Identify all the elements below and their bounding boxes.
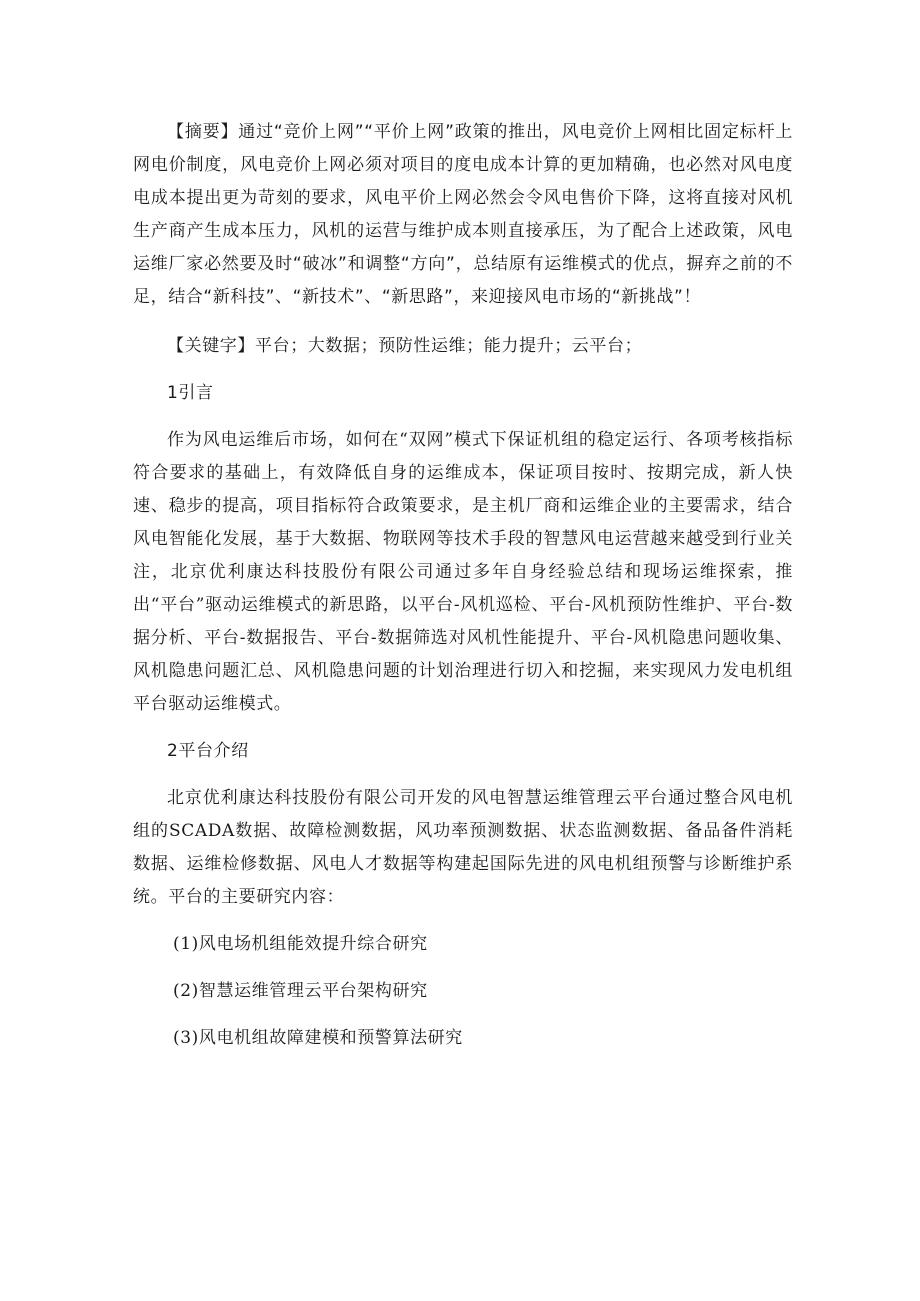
spacer bbox=[133, 1008, 793, 1022]
introduction-paragraph: 作为风电运维后市场，如何在“双网”模式下保证机组的稳定运行、各项考核指标符合要求的基础上，有效降低自身的运维成本，保证项目按时、按期完成，新人快速、稳步的提高，项目指标符合政策要求，是主机厂商和运维企业的主要需求，结合风电智能化发展，基于大数据、物联网等技术手段的智慧风电运营越来越受到行业关注，北京优利康达科技股份有限公司通过多年自身经验总结和现场运维探索，推出“平台”驱动运维模式的新思路，以平台-风机巡检、平台-风机预防性维护、平台-数据分析、平台-数据报告、平台-数据筛选对风机性能提升、平台-风机隐患问题收集、风机隐患问题汇总、风机隐患问题的计划治理进行切入和挖掘，来实现风力发电机组平台驱动运维模式。 bbox=[133, 430, 793, 714]
keywords-paragraph: 【关键字】平台；大数据；预防性运维；能力提升；云平台； bbox=[167, 336, 643, 356]
section-heading-platform: 2平台介绍 bbox=[167, 741, 249, 761]
research-list-item: (1)风电场机组能效提升综合研究 bbox=[173, 934, 428, 954]
document-body bbox=[133, 116, 793, 1055]
platform-paragraph: 北京优利康达科技股份有限公司开发的风电智慧运维管理云平台通过整合风电机组的SCADA数据、故障检测数据，风功率预测数据、状态监测数据、备品备件消耗数据、运维检修数据、风电人才数据等构建起国际先进的风电机组预警与诊断维护系统。平台的主要研究内容： bbox=[133, 788, 793, 907]
research-list-item: (3)风电机组故障建模和预警算法研究 bbox=[173, 1028, 463, 1048]
spacer bbox=[133, 961, 793, 975]
spacer bbox=[133, 314, 793, 330]
spacer bbox=[133, 410, 793, 424]
spacer bbox=[133, 363, 793, 377]
spacer bbox=[133, 721, 793, 735]
spacer bbox=[133, 768, 793, 782]
abstract-paragraph: 【摘要】通过“竞价上网”“平价上网”政策的推出，风电竞价上网相比固定标杆上网电价制度，风电竞价上网必须对项目的度电成本计算的更加精确，也必然对风电度电成本提出更为苛刻的要求，风电平价上网必然会令风电售价下降，这将直接对风机生产商产生成本压力，风机的运营与维护成本则直接承压，为了配合上述政策，风电运维厂家必然要及时“破冰”和调整“方向”，总结原有运维模式的优点，摒弃之前的不足，结合“新科技”、“新技术”、“新思路”，来迎接风电市场的“新挑战”！ bbox=[133, 122, 793, 307]
research-list-item: (2)智慧运维管理云平台架构研究 bbox=[173, 981, 428, 1001]
spacer bbox=[133, 914, 793, 928]
section-heading-introduction: 1引言 bbox=[167, 383, 214, 403]
